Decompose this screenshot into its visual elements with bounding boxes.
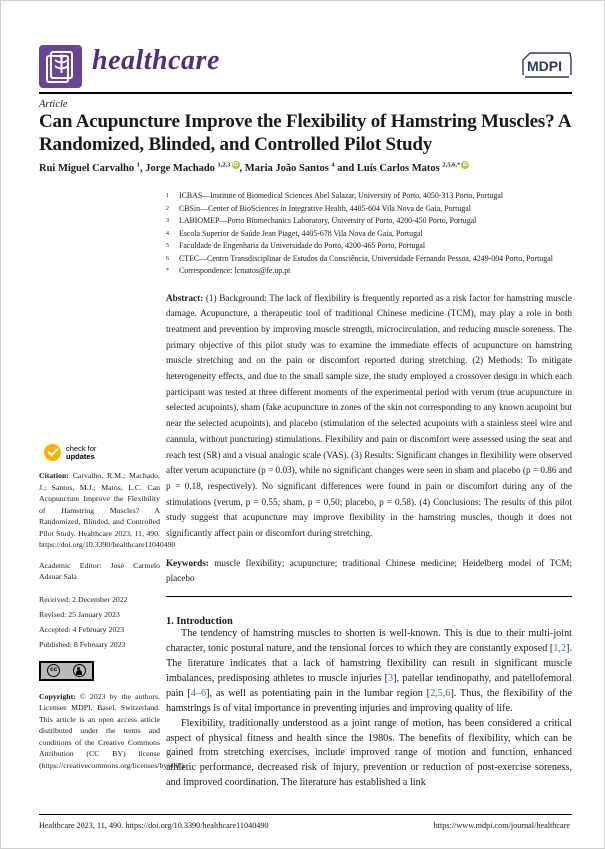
author: Rui Miguel Carvalho $^1$, xyxy=(39,161,146,174)
date-row: Received: 2 December 2022 xyxy=(39,594,128,604)
citation-text: Carvalho, R.M.; Machado, J.; Santos, M.J.; Matos, L.C. Can Acupuncture Improve the Flexibility of Hamstring Muscles? A Randomized, Blinded, and Controlled Pilot Study. Healthcare 2023, 11, 490. https://doi.org/10.3390/healthcare11040490 xyxy=(39,471,176,549)
cc-by-person-icon xyxy=(73,664,86,677)
citation-ref[interactable]: 2,5,6 xyxy=(430,687,451,699)
keywords xyxy=(166,556,572,587)
copyright-label: Copyright: xyxy=(39,691,76,701)
citation-label: Citation: xyxy=(39,471,69,480)
section-heading: 1. Introduction xyxy=(166,616,233,628)
orcid-icon[interactable]: iD xyxy=(233,162,239,168)
check-icon xyxy=(44,444,61,461)
academic-editor-name: José Carmelo Adsuar Sala xyxy=(39,560,160,581)
footer-journal-url[interactable]: https://www.mdpi.com/journal/healthcare xyxy=(433,821,570,830)
keywords-divider xyxy=(166,596,572,597)
citation-ref[interactable]: 1,2 xyxy=(553,643,567,655)
abstract-text: (1) Background: The lack of flexibility is frequently reported as a risk factor for hamstring muscle damage. Acupuncture, a therapeutic tool of traditional Chinese medicine (TCM), may play a role in both treatment and prevention by improving muscle strength, microcirculation, and reducing muscle soreness. The primary objective of this pilot study was to examine the immediate effects of acupuncture on hamstring muscle stretching and on the pain or discomfort reported during stretching. (2) Methods: To mitigate heterogeneity effects, and due to the small sample size, the study employed a crossover design in which each participant was tested at three different moments of the experimental period with verum (true acupuncture in selected acupoints), sham (fake acupuncture in zones of the skin not corresponding to any known acupoint but near the selected acupoints), and placebo (stimulation of the selected acupoints with a stainless steel wire and cannula, without puncturing) stimulations. Flexibility and pain or discomfort were assessed using the seat and reach test (SR) and a visual analogic scale (VAS). (3) Results: Significant changes in flexibility were observed after verum acupuncture (p = 0.03), while no significant changes were seen in sham and placebo (p = 0.86 and p = 0.18, respectively). No significant differences were found in pain or discomfort during any of the stimulations (verum, p = 0.55; sham, p = 0.50; placebo, p = 0.58). (4) Conclusions: The results of this pilot study suggest that acupuncture may improve flexibility in the hamstring muscles, though it does not significantly affect pain or discomfort during stretching. xyxy=(166,292,573,539)
mdpi-logo-text: MDPI xyxy=(527,58,562,74)
academic-editor-block xyxy=(39,560,160,583)
cc-by-license-badge[interactable] xyxy=(39,661,94,681)
abstract-label: Abstract: xyxy=(166,292,204,303)
header-divider xyxy=(39,92,572,94)
footer-divider xyxy=(39,814,572,815)
author: Luís Carlos Matos $^{2,5,6,*}$ iD xyxy=(356,161,468,174)
affiliation-row: 6 CTEC—Centro Transdisciplinar de Estudos da Consciência, Universidade Fernando Pessoa, 4249-004 Porto, Portugal xyxy=(166,253,553,263)
body-paragraph: Flexibility, traditionally understood as a joint range of motion, has been considered a critical aspect of physical fitness and health since the 1980s. The benefits of flexibility, which can be gained from stretching exercises, include improved range of motion and function, enhanced athletic performance, decreased risk of injury, prevention or reduction of post-exercise soreness, and improved coordination. The literature has established a link xyxy=(166,717,572,789)
mdpi-logo xyxy=(520,48,574,82)
citation-block xyxy=(39,470,176,551)
affiliation-row: 3 LABIOMEP—Porto Biomechanics Laboratory, University of Porto, 4200-450 Porto, Portugal xyxy=(166,216,477,225)
sidebar xyxy=(39,443,186,771)
citation-ref[interactable]: 4–6 xyxy=(190,687,207,699)
date-row: Published: 8 February 2023 xyxy=(39,639,126,649)
orcid-icon[interactable]: iD xyxy=(462,162,468,168)
paper-title: Can Acupuncture Improve the Flexibility of Hamstring Muscles? A Randomized, Blinded, and Controlled Pilot Study xyxy=(39,111,571,155)
body-sections xyxy=(166,616,572,791)
date-row: Revised: 25 January 2023 xyxy=(39,609,120,619)
date-row: Accepted: 4 February 2023 xyxy=(39,624,125,634)
affiliation-row: 4 Escola Superior de Saúde Jean Piaget, 4405-678 Vila Nova de Gaia, Portugal xyxy=(166,228,423,238)
citation-ref[interactable]: 3 xyxy=(388,672,394,684)
check-for-updates-button[interactable] xyxy=(44,444,160,461)
main-column xyxy=(166,190,572,791)
affiliation-row: 1 ICBAS—Institute of Biomedical Sciences Abel Salazar, University of Porto, 4050-313 Porto, Portugal xyxy=(166,191,504,200)
check-updates-line2: updates xyxy=(66,451,95,461)
body-paragraph: The tendency of hamstring muscles to shorten is well-known. This is due to their multi-joint character, tonic postural nature, and the tensional forces to which they are constantly exposed [1,2]. The literature indicates that a lack of hamstring flexibility can result in significant muscle imbalances, predisposing athletes to muscle injuries [3], patellar tendinopathy, and patellofemoral pain [4–6], as well as potentiating pain in the lumbar region [2,5,6]. Thus, the flexibility of the hamstrings is of vital importance in preventing injuries and improving quality of life. xyxy=(166,628,573,714)
dates-block xyxy=(39,592,160,652)
healthcare-journal-logo-icon xyxy=(39,45,82,88)
affiliations-list xyxy=(166,190,572,278)
affiliation-row: * Correspondence: lcmatos@fe.up.pt xyxy=(166,266,291,275)
authors-line xyxy=(39,161,572,174)
affiliation-row: 2 CBSin—Center of BioSciences in Integrative Health, 4405-604 Vila Nova de Gaia, Portugal xyxy=(166,203,471,213)
author: Jorge Machado $^{1,2,3}$ iD , xyxy=(145,161,245,174)
keywords-text: muscle flexibility; acupuncture; traditional Chinese medicine; Heidelberg model of TCM; placebo xyxy=(166,557,572,584)
copyright-text: © 2023 by the authors. Licensee MDPI, Basel, Switzerland. This article is an open access article distributed under the terms and conditions of the Creative Commons Attribution (CC BY) license (https://creativecommons.org/licenses/by/4.0/). xyxy=(39,691,186,770)
affiliation-row: 5 Faculdade de Engenharia da Universidade do Porto, 4200-465 Porto, Portugal xyxy=(166,241,426,250)
academic-editor-label: Academic Editor: xyxy=(39,560,102,570)
footer-citation-text[interactable]: Healthcare 2023, 11, 490. https://doi.org/10.3390/healthcare11040490 xyxy=(39,821,269,830)
copyright-block xyxy=(39,691,186,772)
author: Maria João Santos $^4$ and xyxy=(244,161,357,174)
check-updates-line1: check for xyxy=(66,443,97,453)
article-type-label: Article xyxy=(39,99,68,110)
abstract xyxy=(166,291,572,542)
keywords-label: Keywords: xyxy=(166,557,209,568)
footer-citation xyxy=(39,821,269,830)
cc-icon: cc xyxy=(47,664,60,677)
journal-name: healthcare xyxy=(92,45,220,76)
